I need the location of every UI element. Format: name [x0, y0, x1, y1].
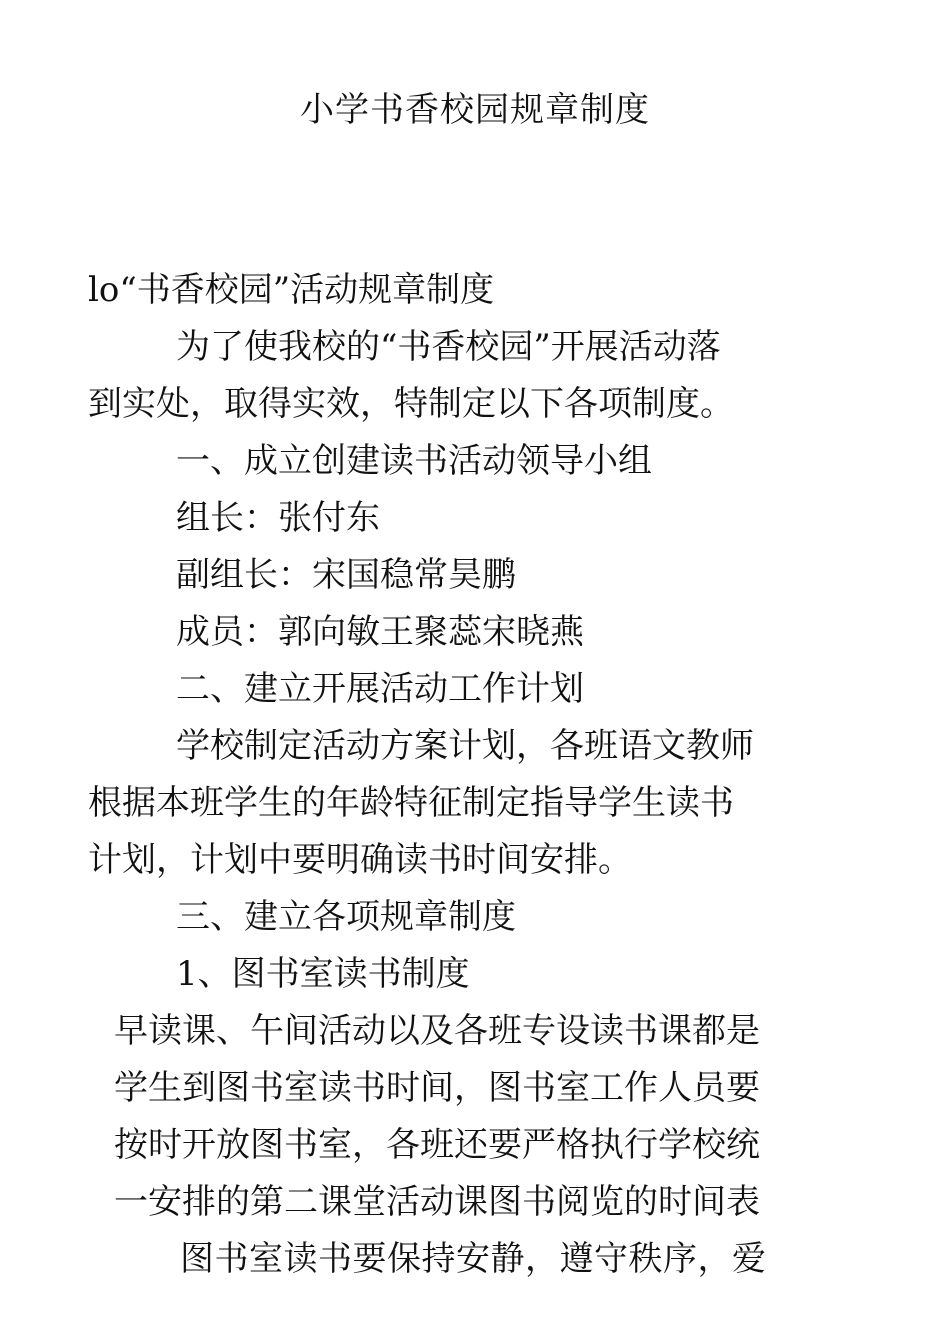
- section-heading: 二、建立开展活动工作计划: [176, 669, 584, 709]
- paragraph-line: 早读课、午间活动以及各班专设读书课都是: [114, 1011, 760, 1051]
- paragraph-line: 按时开放图书室，各班还要严格执行学校统: [114, 1125, 760, 1165]
- paragraph-line: 组长：张付东: [176, 498, 380, 538]
- section-heading: 一、成立创建读书活动领导小组: [176, 441, 652, 481]
- paragraph-line: 学校制定活动方案计划，各班语文教师: [176, 726, 754, 766]
- document-body: [88, 262, 868, 1288]
- paragraph-line: 学生到图书室读书时间，图书室工作人员要: [114, 1068, 760, 1108]
- paragraph-line: 为了使我校的“书香校园”开展活动落: [176, 327, 721, 367]
- paragraph-line: 计划，计划中要明确读书时间安排。: [88, 840, 632, 880]
- section-heading: 三、建立各项规章制度: [176, 897, 516, 937]
- section-heading: lo“书香校园”活动规章制度: [88, 270, 495, 310]
- paragraph-line: 成员：郭向敏王聚蕊宋晓燕: [176, 612, 584, 652]
- subsection-heading: 1、图书室读书制度: [176, 954, 470, 994]
- paragraph-line: 到实处，取得实效，特制定以下各项制度。: [88, 384, 734, 424]
- paragraph-line: 一安排的第二课堂活动课图书阅览的时间表: [114, 1182, 760, 1222]
- paragraph-line: 图书室读书要保持安静，遵守秩序，爱: [180, 1239, 767, 1279]
- document-title: 小学书香校园规章制度: [300, 90, 650, 130]
- paragraph-line: 副组长：宋国稳常昊鹏: [176, 555, 516, 595]
- paragraph-line: 根据本班学生的年龄特征制定指导学生读书: [88, 783, 734, 823]
